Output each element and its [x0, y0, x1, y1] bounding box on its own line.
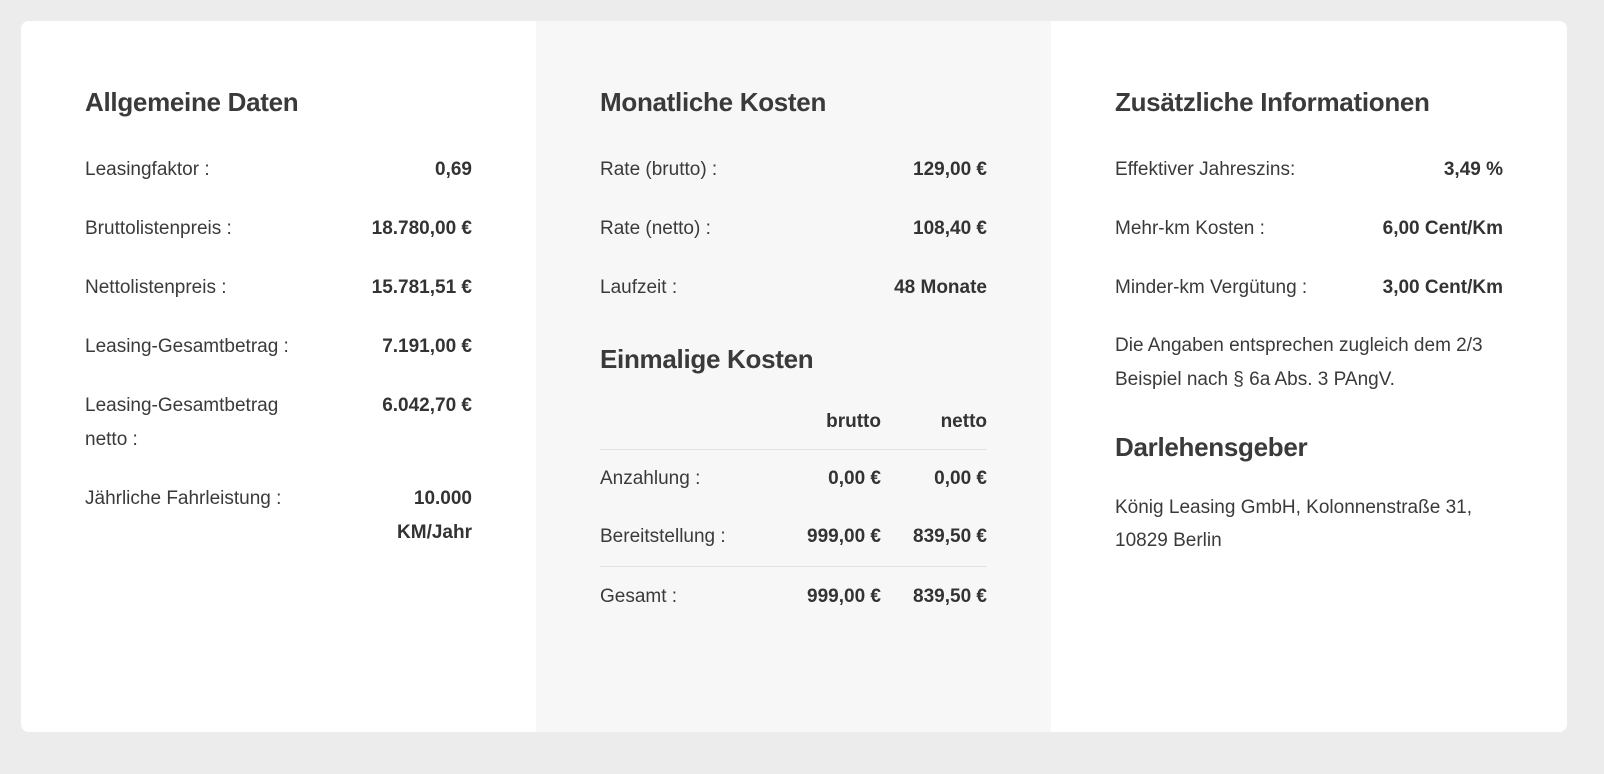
one-time-costs-title: Einmalige Kosten	[600, 344, 814, 374]
effective-interest-row	[1115, 153, 1503, 187]
extra-km-cost-row	[1115, 212, 1503, 246]
provision-net: 839,50 €	[913, 526, 987, 547]
general-data-list	[85, 153, 472, 550]
rate-gross-row	[600, 153, 987, 187]
extra-km-cost-label: Mehr-km Kosten :	[1115, 218, 1265, 239]
term-value: 48 Monate	[894, 277, 987, 298]
lender-title: Darlehensgeber	[1115, 432, 1308, 462]
extra-km-cost-value: 6,00 Cent/Km	[1382, 218, 1503, 239]
leasing-total-label: Leasing-Gesamtbetrag :	[85, 336, 289, 357]
rate-net-label: Rate (netto) :	[600, 218, 711, 239]
term-label: Laufzeit :	[600, 277, 678, 298]
term-row	[600, 271, 987, 305]
additional-info-title: Zusätzliche Informationen	[1115, 87, 1430, 117]
general-data-title: Allgemeine Daten	[85, 87, 299, 117]
leasing-factor-label: Leasingfaktor :	[85, 159, 210, 180]
leasing-factor-row	[85, 153, 472, 187]
lender-address: König Leasing GmbH, Kolonnenstraße 31, 10829 Berlin	[1115, 497, 1472, 551]
gross-list-price-value: 18.780,00 €	[371, 218, 472, 239]
less-km-refund-value: 3,00 Cent/Km	[1382, 277, 1503, 298]
leasing-total-net-row	[85, 389, 472, 457]
effective-interest-value: 3,49 %	[1443, 159, 1503, 180]
leasing-total-net-label: Leasing-Gesamtbetrag netto :	[85, 395, 279, 450]
net-list-price-label: Nettolistenpreis :	[85, 277, 227, 298]
annual-mileage-label: Jährliche Fahrleistung :	[85, 488, 282, 509]
provision-label: Bereitstellung :	[600, 526, 726, 547]
leasing-total-net-value: 6.042,70 €	[382, 395, 472, 416]
costs-column	[536, 21, 1051, 732]
annual-mileage-value: 10.000 KM/Jahr	[397, 488, 472, 543]
leasing-total-row	[85, 330, 472, 364]
rate-net-value: 108,40 €	[913, 218, 987, 239]
net-list-price-row	[85, 271, 472, 305]
down-payment-label: Anzahlung :	[600, 468, 701, 489]
header-net: netto	[940, 411, 987, 432]
legal-notice: Die Angaben entsprechen zugleich dem 2/3 Beispiel nach § 6a Abs. 3 PAngV.	[1115, 335, 1483, 390]
leasing-total-value: 7.191,00 €	[382, 336, 472, 357]
monthly-costs-list	[600, 153, 987, 305]
total-net: 839,50 €	[913, 586, 987, 607]
one-time-costs-header	[600, 405, 987, 450]
effective-interest-label: Effektiver Jahreszins:	[1115, 159, 1296, 180]
annual-mileage-row	[85, 482, 472, 550]
net-list-price-value: 15.781,51 €	[371, 277, 472, 298]
rate-gross-value: 129,00 €	[913, 159, 987, 180]
additional-info-list	[1115, 153, 1503, 305]
total-gross: 999,00 €	[807, 586, 881, 607]
gross-list-price-row	[85, 212, 472, 246]
additional-info-column	[1051, 21, 1567, 732]
less-km-refund-row	[1115, 271, 1503, 305]
down-payment-row	[600, 450, 987, 496]
less-km-refund-label: Minder-km Vergütung :	[1115, 277, 1308, 298]
provision-gross: 999,00 €	[807, 526, 881, 547]
gross-list-price-label: Bruttolistenpreis :	[85, 218, 232, 239]
down-payment-net: 0,00 €	[934, 468, 987, 489]
total-row	[600, 567, 987, 614]
header-gross: brutto	[826, 411, 881, 432]
provision-row	[600, 496, 987, 567]
monthly-costs-title: Monatliche Kosten	[600, 87, 827, 117]
rate-gross-label: Rate (brutto) :	[600, 159, 718, 180]
leasing-details-card	[21, 21, 1567, 732]
rate-net-row	[600, 212, 987, 246]
one-time-costs-table	[600, 405, 987, 614]
leasing-factor-value: 0,69	[435, 159, 472, 180]
total-label: Gesamt :	[600, 586, 678, 607]
down-payment-gross: 0,00 €	[828, 468, 881, 489]
general-data-column	[21, 21, 536, 732]
